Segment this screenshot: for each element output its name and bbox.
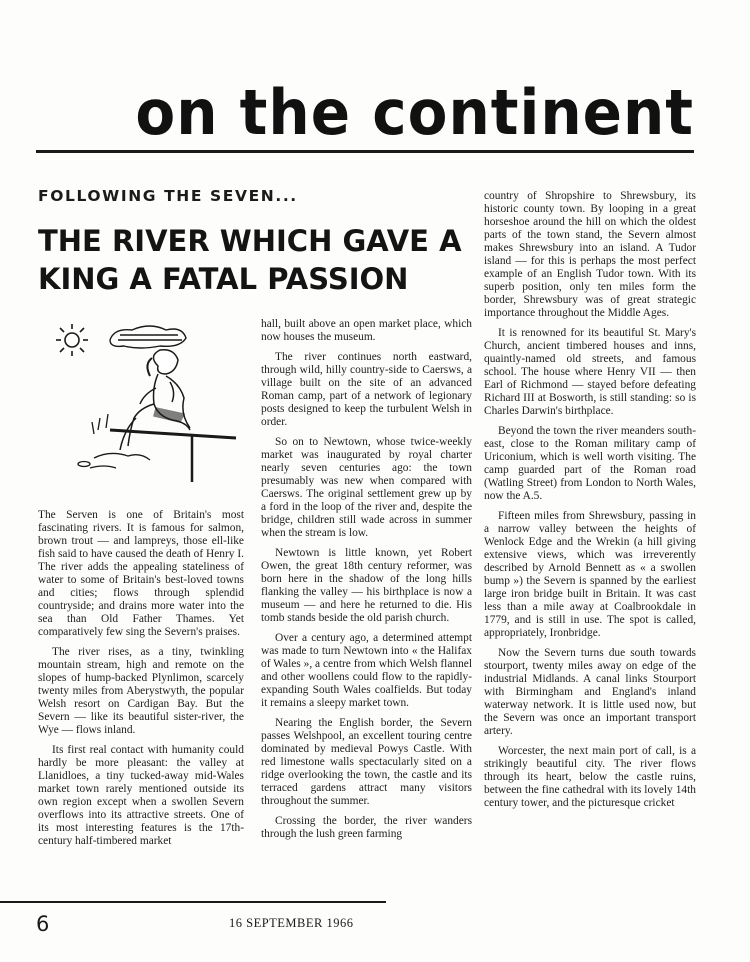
article-column-1 xyxy=(38,509,244,855)
paragraph: Fifteen miles from Shrewsbury, passing in a narrow valley between the heights of Wenlock Edge and the Wrekin (a hill giving extensive views, which was irreverently described by Arnold Bennett as « a swollen bump ») the Severn is spanned by the earliest large iron bridge built in Britain. It was cast less than a mile away at Coalbrookdale in 1779, and is still in use. The spot is called, appropriately, Ironbridge. xyxy=(484,510,696,639)
paragraph: Beyond the town the river meanders south-east, close to the Roman military camp of Uriconium, which is well worth visiting. The camp guarded part of the Roman road (Watling Street) from London to North Wales, now the A.5. xyxy=(484,425,696,502)
water-splash-icon xyxy=(78,414,150,468)
paragraph: Crossing the border, the river wanders through the lush green farming xyxy=(261,815,472,840)
section-title: on the continent xyxy=(135,75,694,150)
paragraph: Over a century ago, a determined attempt was made to turn Newtown into « the Halifax of Wales », a centre from which Welsh flannel and other woollens could flow to the rapidly-expanding South Wales coalfields. But today it remains a sleepy market town. xyxy=(261,632,472,709)
paragraph: The river rises, as a tiny, twinkling mountain stream, high and remote on the slopes of hump-backed Plynlimon, scarcely twenty miles from Aberystwyth, the popular Welsh resort on Cardigan Bay. But the Severn — like its beautiful sister-river, the Wye — flows inland. xyxy=(38,646,244,736)
paragraph: Its first real contact with humanity could hardly be more pleasant: the valley at Llanidloes, a tiny tucked-away mid-Wales market town rarely mentioned outside its own region except when a swollen Severn overflows into its attractive streets. One of its most interesting features is the 17th-century half-timbered market xyxy=(38,744,244,847)
paragraph: country of Shropshire to Shrewsbury, its historic county town. By looping in a great horseshoe around the hill on which the oldest parts of the town stand, the Severn almost makes Shrewsbury into an island. A Tudor island — for this is perhaps the most perfect example of an English Tudor town. With its superb position, only ten miles form the border, Shrewsbury was of great strategic importance throughout the Middle Ages. xyxy=(484,190,696,319)
article-column-2 xyxy=(261,318,472,848)
article-column-3 xyxy=(484,190,696,817)
footer-rule xyxy=(0,901,386,903)
paragraph: So on to Newtown, whose twice-weekly market was inaugurated by royal charter nearly seven centuries ago: the town presumably was new when compared with Caersws. The original settlement grew up by a ford in the loop of the river and, despite the bridge, children still wade across in summer when the stream is low. xyxy=(261,436,472,539)
paragraph: Worcester, the next main port of call, is a strikingly beautiful city. The river flows through its heart, below the castle ruins, between the fine cathedral with its lovely 14th century tower, and the picturesque cricket xyxy=(484,745,696,809)
article-headline xyxy=(38,222,462,298)
paragraph: It is renowned for its beautiful St. Mary's Church, ancient timbered houses and inns, quaintly-named old streets, and famous school. The house where Henry VII — then Earl of Richmond — stayed before defeating Richard III at Bosworth, is still standing: so is Charles Darwin's birthplace. xyxy=(484,327,696,417)
page-number: 6 xyxy=(36,912,50,936)
paragraph: Now the Severn turns due south towards stourport, twenty miles away on edge of the industrial Midlands. A canal links Stourport with Birmingham and England's inland waterway network. It is little used now, but the Severn was once an important transport artery. xyxy=(484,647,696,737)
woman-on-diving-board-icon xyxy=(110,350,236,482)
issue-date: 16 SEPTEMBER 1966 xyxy=(229,916,354,930)
headline-line: THE RIVER WHICH GAVE A xyxy=(38,224,462,258)
sun-icon xyxy=(56,324,88,356)
headline-line: KING A FATAL PASSION xyxy=(38,262,409,296)
paragraph: hall, built above an open market place, which now houses the museum. xyxy=(261,318,472,343)
title-rule xyxy=(36,150,694,153)
article-illustration xyxy=(40,318,240,498)
paragraph: Newtown is little known, yet Robert Owen, the great 18th century reformer, was born here in the shadow of the long hills flanking the valley — his birthplace is now a museum — and here he returned to die. His tomb stands beside the old parish church. xyxy=(261,547,472,624)
paragraph: Nearing the English border, the Severn passes Welshpool, an excellent touring centre dominated by medieval Powys Castle. With red limestone walls spectacularly sited on a ridge overlooking the town, the castle and its terraced gardens attract many visitors throughout the summer. xyxy=(261,717,472,807)
article-kicker: FOLLOWING THE SEVEN... xyxy=(38,187,298,205)
paragraph: The river continues north eastward, through wild, hilly country-side to Caersws, a village built on the site of an advanced Roman camp, part of a network of legionary posts designed to keep the turbulent Welsh in order. xyxy=(261,351,472,428)
cloud-icon xyxy=(110,326,186,348)
paragraph: The Serven is one of Britain's most fascinating rivers. It is famous for salmon, brown trout — and lampreys, those ell-like fish said to have caused the death of Henry I. The river adds the appealing stateliness of water to some of Britain's best-loved towns and cities; flows through splendid countryside; and drains more water into the sea than Old Father Thames. Yet comparatively few sing the Severn's praises. xyxy=(38,509,244,638)
